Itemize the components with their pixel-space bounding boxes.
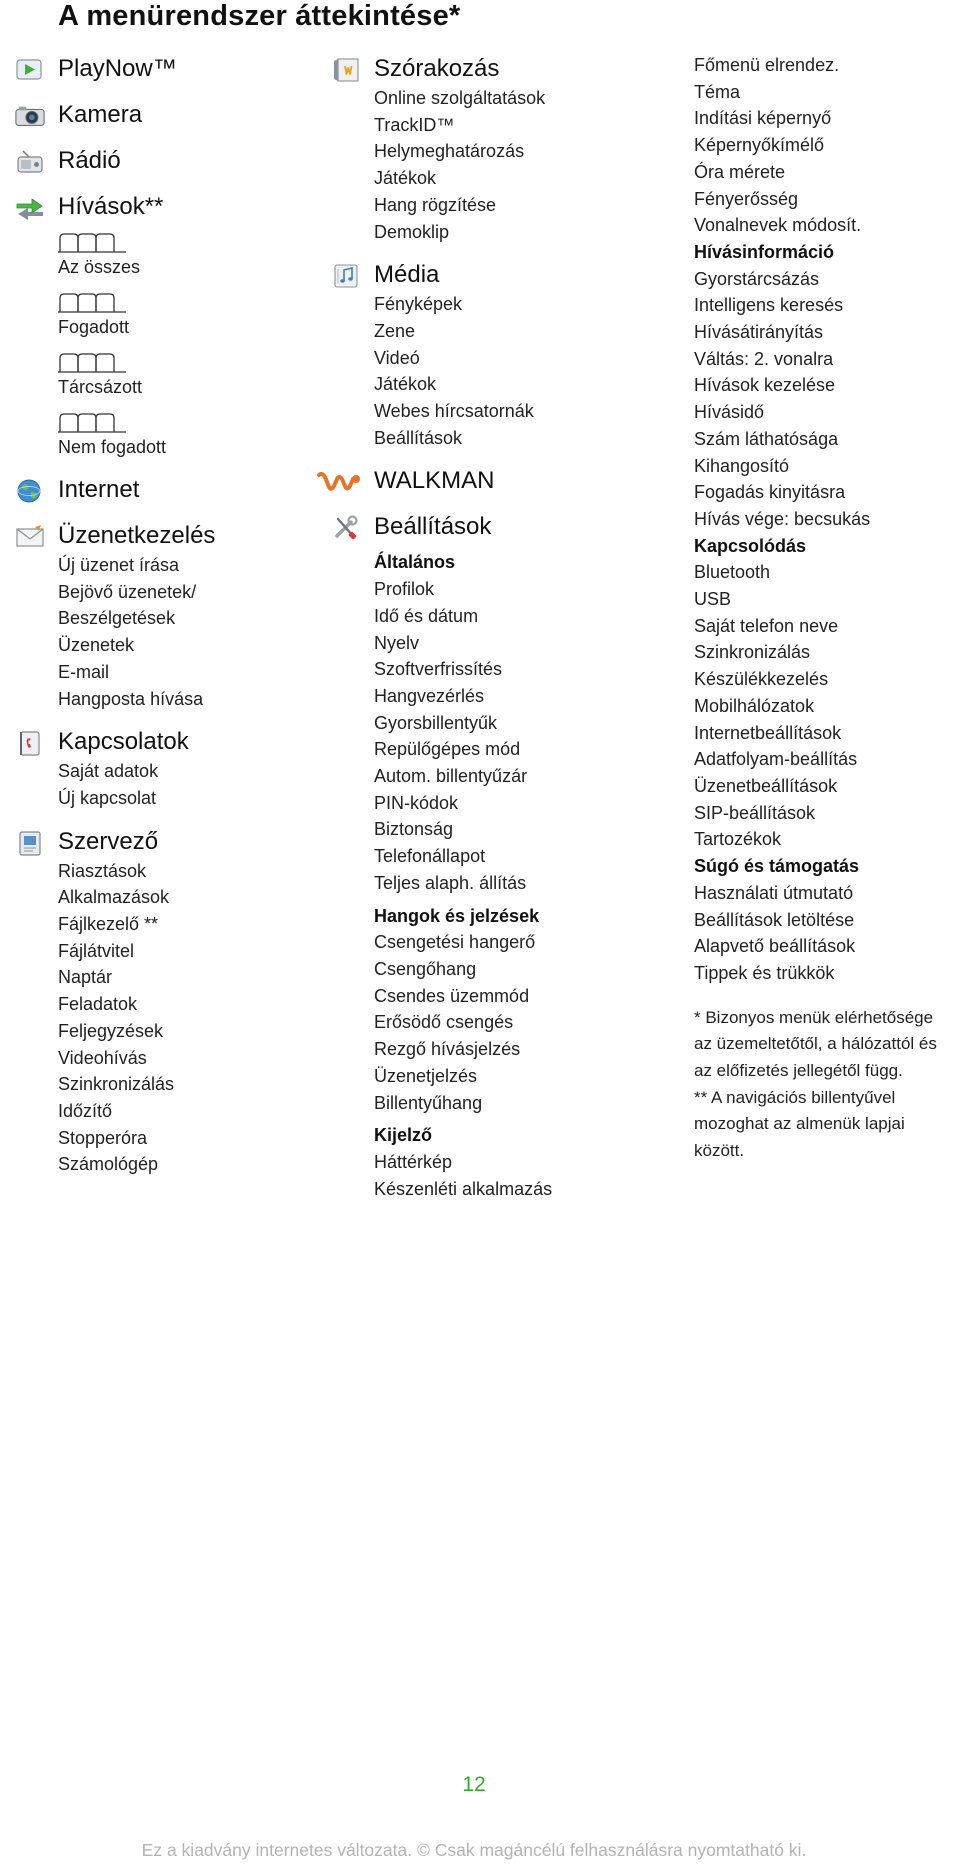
menu-item[interactable]: Alapvető beállítások xyxy=(694,936,856,957)
footnote-line: mozoghat az almenük lapjai xyxy=(694,1114,905,1134)
section-title: Rádió xyxy=(58,147,121,174)
menu-item[interactable]: PIN-kódok xyxy=(374,792,459,813)
menu-item[interactable]: Kihangosító xyxy=(694,455,790,476)
menu-item[interactable]: Üzenetek xyxy=(58,635,135,656)
menu-item[interactable]: Hívásátirányítás xyxy=(694,322,824,343)
menu-item[interactable]: Készenléti alkalmazás xyxy=(374,1178,553,1199)
menu-item[interactable]: E-mail xyxy=(58,661,110,682)
menu-item[interactable]: TrackID™ xyxy=(374,114,455,135)
call-tabs-icon xyxy=(58,349,314,374)
menu-section-walkman[interactable] xyxy=(330,464,660,498)
section-title: Szórakozás xyxy=(374,55,500,82)
menu-item[interactable]: Helymeghatározás xyxy=(374,141,525,162)
section-title: Internet xyxy=(58,476,140,503)
menu-item[interactable]: Saját adatok xyxy=(58,761,159,782)
subsection-title[interactable]: Hangok és jelzések xyxy=(374,905,540,926)
menu-item[interactable]: Bluetooth xyxy=(694,562,771,583)
footnote-line: az üzemeltetőtől, a hálózattól és xyxy=(694,1034,937,1054)
menu-item[interactable]: Repülőgépes mód xyxy=(374,739,521,760)
menu-item[interactable]: Csendes üzemmód xyxy=(374,985,530,1006)
menu-item[interactable]: Készülékkezelés xyxy=(694,669,829,690)
walkman-icon xyxy=(316,468,362,496)
menu-item[interactable]: Szinkronizálás xyxy=(58,1074,175,1095)
section-title: Kamera xyxy=(58,101,143,128)
menu-item[interactable]: Játékok xyxy=(374,168,437,189)
menu-section-camera[interactable] xyxy=(14,98,314,132)
footnote-line: az előfizetés jellegétől függ. xyxy=(694,1061,903,1081)
menu-item[interactable]: Demoklip xyxy=(374,221,450,242)
menu-item[interactable]: Biztonság xyxy=(374,819,454,840)
menu-item[interactable]: Videohívás xyxy=(58,1047,147,1068)
calls-icon xyxy=(14,194,46,222)
menu-item[interactable]: Fájlátvitel xyxy=(58,940,135,961)
connectivity-settings xyxy=(694,533,958,853)
menu-item[interactable]: Rezgő hívásjelzés xyxy=(374,1039,521,1060)
menu-item[interactable]: Idő és dátum xyxy=(374,605,479,626)
menu-item[interactable]: Beállítások xyxy=(374,427,463,448)
menu-item[interactable]: Új kapcsolat xyxy=(58,787,157,808)
section-title: PlayNow™ xyxy=(58,55,177,82)
subsection-title[interactable]: Súgó és támogatás xyxy=(694,856,860,877)
menu-item[interactable]: Szám láthatósága xyxy=(694,428,839,449)
camera-icon xyxy=(14,102,46,130)
menu-item[interactable]: Hangvezérlés xyxy=(374,685,485,706)
menu-item[interactable]: Képernyőkímélő xyxy=(694,135,825,156)
footnote-line: * Bizonyos menük elérhetősége xyxy=(694,1007,934,1027)
menu-item[interactable]: Hangposta hívása xyxy=(58,688,204,709)
menu-item[interactable]: Használati útmutató xyxy=(694,882,854,903)
menu-item[interactable]: Üzenetjelzés xyxy=(374,1065,478,1086)
menu-item[interactable]: Játékok xyxy=(374,374,437,395)
menu-item[interactable]: Üzenetbeállítások xyxy=(694,775,838,796)
globe-icon xyxy=(14,477,46,505)
organizer-icon xyxy=(14,829,46,857)
menu-item[interactable]: Beszélgetések xyxy=(58,608,176,629)
menu-item[interactable]: Szoftverfrissítés xyxy=(374,659,503,680)
menu-item[interactable]: Teljes alaph. állítás xyxy=(374,872,527,893)
menu-item[interactable]: Adatfolyam-beállítás xyxy=(694,749,858,770)
menu-section-calls[interactable] xyxy=(14,190,314,460)
menu-item[interactable]: Hívásidő xyxy=(694,402,765,423)
subsection-title[interactable]: Hívásinformáció xyxy=(694,241,835,262)
menu-item[interactable]: Mobilhálózatok xyxy=(694,695,815,716)
menu-item[interactable]: Számológép xyxy=(58,1154,159,1175)
page-title: A menürendszer áttekintése* xyxy=(58,0,461,32)
menu-item[interactable]: Vonalnevek módosít. xyxy=(694,215,862,236)
menu-column-1 xyxy=(14,52,314,1178)
menu-item[interactable]: Internetbeállítások xyxy=(694,722,842,743)
menu-item[interactable]: SIP-beállítások xyxy=(694,802,816,823)
menu-item[interactable]: Gyorsbillentyűk xyxy=(374,712,498,733)
menu-item[interactable]: Csengetési hangerő xyxy=(374,932,536,953)
menu-section-entertainment[interactable] xyxy=(330,52,660,245)
call-tabs-icon xyxy=(58,409,314,434)
menu-item[interactable]: Beállítások letöltése xyxy=(694,909,855,930)
menu-item[interactable]: Alkalmazások xyxy=(58,887,170,908)
call-tabs-icon xyxy=(58,229,314,254)
radio-icon xyxy=(14,148,46,176)
menu-section-media[interactable] xyxy=(330,258,660,451)
menu-item[interactable]: Téma xyxy=(694,81,741,102)
menu-item[interactable]: Tippek és trükkök xyxy=(694,962,835,983)
playnow-icon xyxy=(14,56,46,84)
menu-item[interactable]: Fájlkezelő ** xyxy=(58,914,159,935)
menu-section-organizer[interactable] xyxy=(14,825,314,1178)
call-tab-label[interactable]: Nem fogadott xyxy=(58,437,167,457)
menu-item[interactable]: Hívás vége: becsukás xyxy=(694,508,871,529)
entertainment-icon xyxy=(330,56,362,84)
menu-item[interactable]: Óra mérete xyxy=(694,161,786,182)
menu-item[interactable]: Intelligens keresés xyxy=(694,295,844,316)
menu-item[interactable]: Telefonállapot xyxy=(374,846,486,867)
menu-item[interactable]: Webes hírcsatornák xyxy=(374,401,534,422)
menu-item[interactable]: Főmenü elrendez. xyxy=(694,55,840,75)
section-title: Média xyxy=(374,261,440,289)
display-settings-continued xyxy=(694,52,958,239)
menu-item[interactable]: Erősödő csengés xyxy=(374,1012,514,1033)
phonebook-icon xyxy=(14,729,46,757)
menu-item[interactable]: Váltás: 2. vonalra xyxy=(694,348,834,369)
menu-item[interactable]: Billentyűhang xyxy=(374,1092,483,1113)
help-settings xyxy=(694,853,958,987)
menu-item[interactable]: Nyelv xyxy=(374,632,420,653)
subsection-title[interactable]: Általános xyxy=(374,552,456,573)
tools-icon xyxy=(330,514,362,542)
call-tab-label[interactable]: Fogadott xyxy=(58,317,130,337)
menu-section-radio[interactable] xyxy=(14,144,314,178)
footnote-line: ** A navigációs billentyűvel xyxy=(694,1087,896,1107)
footnote-line: között. xyxy=(694,1141,745,1161)
footer-notice: Ez a kiadvány internetes változata. © Csak magáncélú felhasználásra nyomtatható ki. xyxy=(141,1840,807,1860)
menu-item[interactable]: Fényképek xyxy=(374,294,463,315)
menu-item[interactable]: Fényerősség xyxy=(694,188,799,209)
menu-item[interactable]: Online szolgáltatások xyxy=(374,88,546,108)
menu-section-contacts[interactable] xyxy=(14,725,314,811)
menu-item[interactable]: Fogadás kinyitásra xyxy=(694,482,846,503)
menu-item[interactable]: Időzítő xyxy=(58,1100,113,1121)
menu-item[interactable]: Saját telefon neve xyxy=(694,615,839,636)
menu-column-3 xyxy=(694,52,958,1165)
section-title: Kapcsolatok xyxy=(58,728,189,756)
section-title: Beállítások xyxy=(374,513,492,541)
menu-item[interactable]: Videó xyxy=(374,347,420,368)
menu-section-playnow[interactable] xyxy=(14,52,314,86)
menu-item[interactable]: USB xyxy=(694,589,732,610)
page-number: 12 xyxy=(462,1773,486,1796)
menu-section-internet[interactable] xyxy=(14,473,314,507)
menu-item[interactable]: Indítási képernyő xyxy=(694,108,832,129)
menu-section-settings[interactable] xyxy=(330,510,660,1202)
menu-item[interactable]: Gyorstárcsázás xyxy=(694,268,820,289)
menu-item[interactable]: Tartozékok xyxy=(694,829,782,850)
menu-item[interactable]: Autom. billentyűzár xyxy=(374,766,528,787)
call-info-settings xyxy=(694,239,958,533)
subsection-title[interactable]: Kijelző xyxy=(374,1125,433,1146)
call-tab-label[interactable]: Tárcsázott xyxy=(58,377,143,397)
menu-item[interactable]: Háttérkép xyxy=(374,1151,453,1172)
section-title: Üzenetkezelés xyxy=(58,522,216,549)
footnotes xyxy=(694,1005,958,1165)
menu-item[interactable]: Szinkronizálás xyxy=(694,642,811,663)
menu-column-2 xyxy=(330,52,660,1202)
menu-item[interactable]: Feljegyzések xyxy=(58,1020,164,1041)
menu-item[interactable]: Bejövő üzenetek/ xyxy=(58,581,197,602)
menu-item[interactable]: Zene xyxy=(374,320,416,341)
media-icon xyxy=(330,262,362,290)
menu-item[interactable]: Új üzenet írása xyxy=(58,555,180,575)
menu-item[interactable]: Profilok xyxy=(374,579,435,600)
call-tabs-icon xyxy=(58,289,314,314)
section-title: Szervező xyxy=(58,827,159,855)
menu-item[interactable]: Feladatok xyxy=(58,994,138,1015)
menu-item[interactable]: Hívások kezelése xyxy=(694,375,836,396)
menu-item[interactable]: Stopperóra xyxy=(58,1127,148,1148)
section-title: Hívások** xyxy=(58,193,164,220)
section-title: WALKMAN xyxy=(374,467,495,495)
envelope-icon xyxy=(14,523,46,551)
menu-item[interactable]: Hang rögzítése xyxy=(374,194,497,215)
menu-section-messaging[interactable] xyxy=(14,519,314,712)
call-tab-label[interactable]: Az összes xyxy=(58,257,141,277)
menu-item[interactable]: Csengőhang xyxy=(374,958,477,979)
subsection-title[interactable]: Kapcsolódás xyxy=(694,535,807,556)
menu-item[interactable]: Naptár xyxy=(58,967,113,988)
menu-item[interactable]: Riasztások xyxy=(58,860,147,881)
